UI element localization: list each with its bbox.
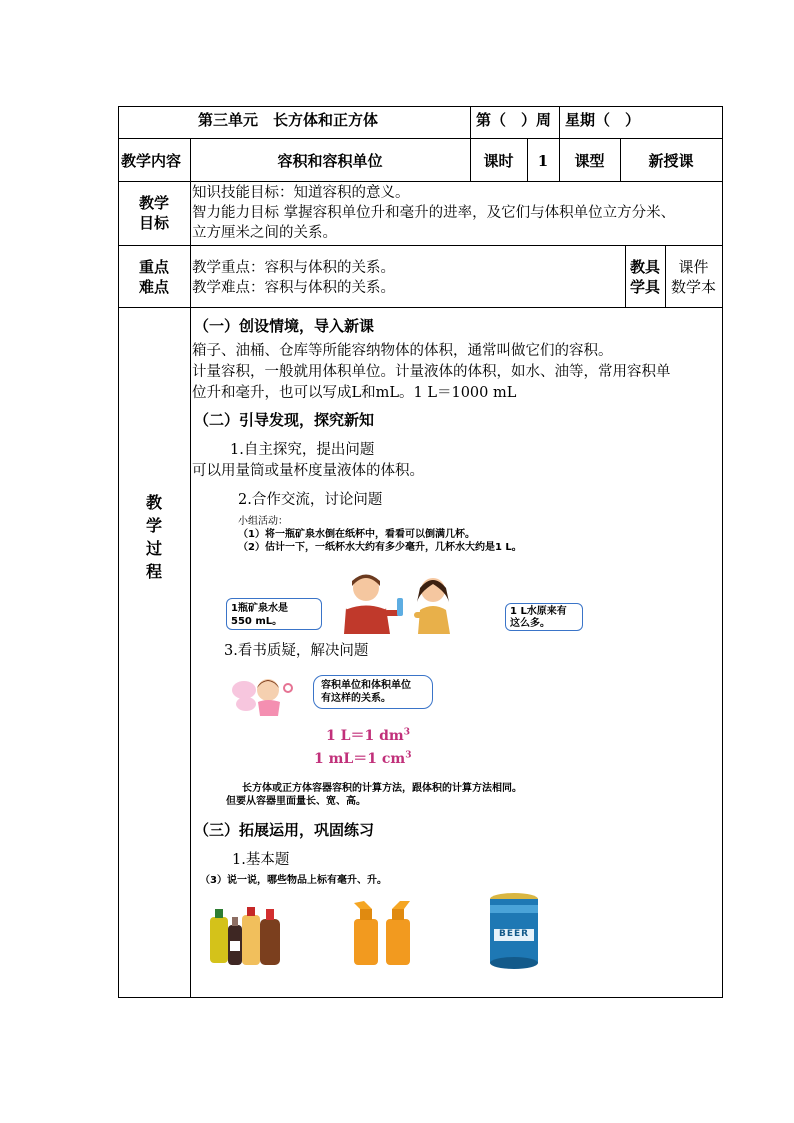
type-label: 课型 bbox=[574, 152, 605, 170]
difficulty-line: 教学难点：容积与体积的关系。 bbox=[192, 280, 395, 296]
period-value: 1 bbox=[537, 152, 549, 170]
section-3-title: （三）拓展运用，巩固练习 bbox=[194, 821, 375, 839]
note-line-1: 长方体或正方体容器容积的计算方法，跟体积的计算方法相同。 bbox=[242, 783, 522, 794]
fairy-illustration bbox=[230, 672, 300, 720]
keypoints-label-2: 难点 bbox=[138, 278, 169, 296]
week-field: 第（ ）周 bbox=[476, 111, 552, 129]
process-label-char: 教 bbox=[145, 493, 162, 512]
children-illustration bbox=[318, 572, 488, 634]
process-label-char: 学 bbox=[145, 516, 162, 535]
beer-can-label: BEER bbox=[498, 929, 530, 939]
section-2-item-3: 3.看书质疑，解决问题 bbox=[224, 643, 369, 659]
bubble-fairy-line-2: 有这样的关系。 bbox=[321, 693, 391, 704]
section-1-para-1: 箱子、油桶、仓库等所能容纳物体的体积，通常叫做它们的容积。 bbox=[192, 343, 613, 359]
section-3-question-3: （3）说一说，哪些物品上标有毫升、升。 bbox=[200, 875, 387, 886]
section-2-title: （二）引导发现，探究新知 bbox=[194, 411, 375, 429]
bubble-left-line-2: 550 mL。 bbox=[231, 616, 283, 627]
bubble-right-line-1: 1 L水原来有 bbox=[510, 606, 567, 617]
section-1-title: （一）创设情境，导入新课 bbox=[194, 317, 375, 335]
note-line-2: 但要从容器里面量长、宽、高。 bbox=[226, 796, 366, 807]
period-label: 课时 bbox=[483, 152, 514, 170]
bottles-illustration bbox=[206, 903, 288, 967]
formula-milliliter-text: 1 mL＝1 cm bbox=[314, 751, 406, 767]
section-2-item-1: 1.自主探究，提出问题 bbox=[230, 442, 375, 458]
section-1-para-2a: 计量容积，一般就用体积单位。计量液体的体积，如水、油等，常用容积单 bbox=[192, 364, 671, 380]
content-value: 容积和容积单位 bbox=[277, 152, 383, 170]
key-point-line: 教学重点：容积与体积的关系。 bbox=[192, 260, 395, 276]
goal-line-2: 智力能力目标 掌握容积单位升和毫升的进率，及它们与体积单位立方分米、 bbox=[192, 205, 676, 221]
formula-milliliter bbox=[314, 748, 412, 768]
formula-milliliter-exp: 3 bbox=[405, 750, 412, 761]
formula-liter bbox=[326, 725, 410, 745]
unit-title: 第三单元 长方体和正方体 bbox=[198, 111, 379, 129]
bubble-fairy-line-1: 容积单位和体积单位 bbox=[321, 680, 411, 691]
type-value: 新授课 bbox=[648, 152, 694, 170]
plastic-bottles-illustration bbox=[350, 897, 416, 967]
tools-value-2: 数学本 bbox=[670, 278, 716, 296]
weekday-field: 星期（ ） bbox=[565, 111, 641, 129]
tools-value-1: 课件 bbox=[678, 258, 709, 276]
goals-label-1: 教学 bbox=[138, 194, 169, 212]
section-1-para-2b: 位升和毫升，也可以写成L和mL。1 L＝1000 mL bbox=[192, 385, 517, 401]
goal-line-1: 知识技能目标：知道容积的意义。 bbox=[192, 185, 410, 201]
bubble-left-line-1: 1瓶矿泉水是 bbox=[231, 603, 288, 614]
formula-liter-exp: 3 bbox=[403, 727, 410, 738]
activity-title: 小组活动： bbox=[238, 516, 288, 527]
section-2-item-2: 2.合作交流，讨论问题 bbox=[238, 492, 383, 508]
formula-liter-text: 1 L＝1 dm bbox=[326, 728, 404, 744]
bubble-right-line-2: 这么多。 bbox=[510, 618, 550, 629]
keypoints-label-1: 重点 bbox=[138, 258, 169, 276]
process-label-char: 过 bbox=[145, 539, 162, 558]
section-2-item-1-text: 可以用量筒或量杯度量液体的体积。 bbox=[192, 463, 424, 479]
activity-step-1: （1）将一瓶矿泉水倒在纸杯中，看看可以倒满几杯。 bbox=[238, 529, 475, 540]
goals-label-2: 目标 bbox=[138, 214, 169, 232]
tools-label-1: 教具 bbox=[629, 258, 660, 276]
tools-label-2: 学具 bbox=[629, 278, 660, 296]
process-label-char: 程 bbox=[145, 562, 162, 581]
section-3-item-1: 1.基本题 bbox=[232, 852, 290, 868]
goal-line-3: 立方厘米之间的关系。 bbox=[192, 225, 337, 241]
content-label: 教学内容 bbox=[121, 152, 182, 170]
activity-step-2: （2）估计一下，一纸杯水大约有多少毫升，几杯水大约是1 L。 bbox=[238, 542, 522, 553]
